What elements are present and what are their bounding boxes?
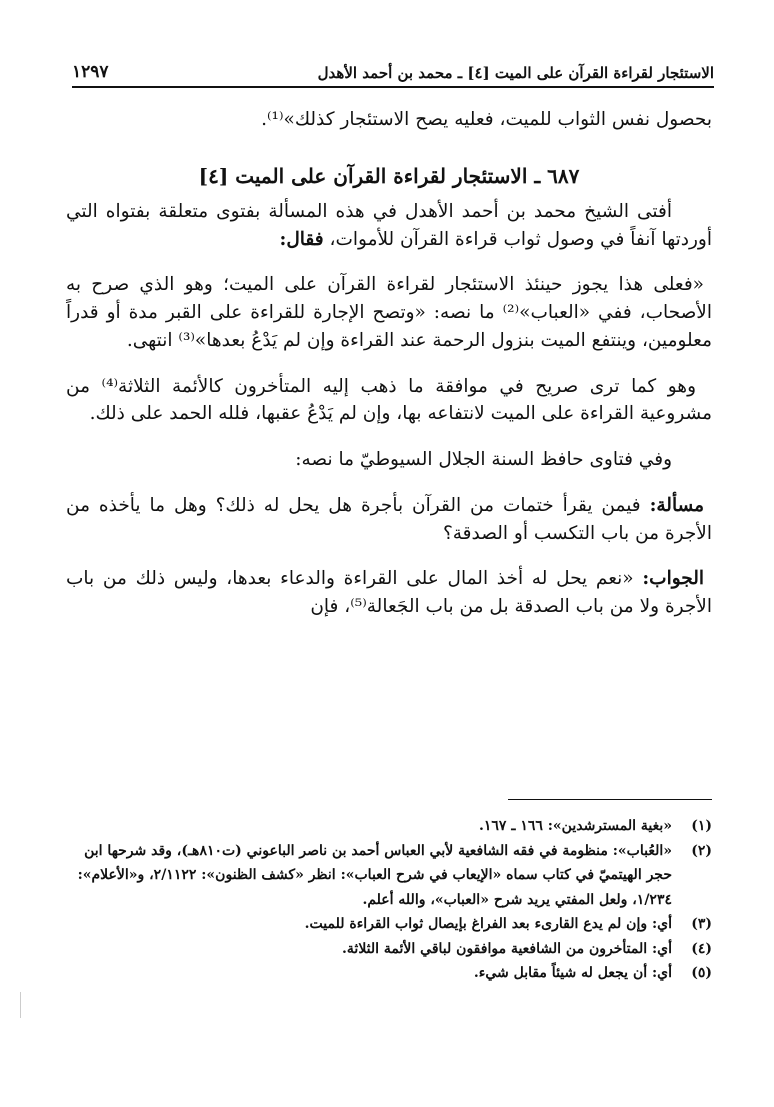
footnote-separator [508, 799, 712, 800]
header-rule [72, 86, 714, 88]
intro-bold-word: فقال: [279, 228, 324, 250]
footnote-text: «العُباب»: منظومة في فقه الشافعية لأبي العباس أحمد بن ناصر الباعوني (ت٨١٠هـ)، وقد شرحها ابن حجر الهيتميّ في كتاب سماه «الإيعاب في شرح العباب»: انظر «كشف الظنون»: ٢/١١٢٢، و«الأعلام»: ١/٢٣٤، ولعل المفتي يريد شرح «العباب»، والله أعلم. [77, 842, 672, 908]
footnote-text: أي: وإن لم يدع القارىء بعد الفراغ بإيصال ثواب القراءة للميت. [304, 916, 672, 932]
paragraph-intro [66, 198, 712, 254]
page-number: ١٢٩٧ [72, 62, 109, 82]
scan-margin-mark [20, 992, 21, 1018]
footnote-item [66, 839, 712, 913]
footnote-item [66, 912, 712, 937]
paragraph-commentary: وهو كما ترى صريح في موافقة ما ذهب إليه المتأخرون كالأئمة الثلاثة⁽⁴⁾ من مشروعية القراءة على الميت لانتفاعه بها، وإن لم يَدْعُ عقبها، فلله الحمد على ذلك. [66, 375, 712, 425]
footnote-text: أي: أن يجعل له شيئاً مقابل شيء. [473, 965, 672, 981]
answer-text: «نعم يحل له أخذ المال على القراءة والدعاء بعدها، وليس ذلك من باب الأجرة ولا من باب الصدقة بل من باب الجَعالة⁽⁵⁾، فإن [66, 568, 712, 617]
header-title: الاستئجار لقراءة القرآن على الميت [٤] ـ محمد بن أحمد الأهدل [317, 64, 714, 82]
paragraph-suyuti-intro: وفي فتاوى حافظ السنة الجلال السيوطيّ ما نصه: [295, 449, 672, 470]
footnote-number: (١) [691, 818, 712, 834]
intro-text: أفتى الشيخ محمد بن أحمد الأهدل في هذه المسألة بفتوى متعلقة بفتواه التي أوردتها آنفاً في وصول ثواب قراءة القرآن للأموات، [66, 200, 712, 250]
paragraph-fatwa-quote: «فعلى هذا يجوز حينئذ الاستئجار لقراءة القرآن على الميت؛ وهو الذي صرح به الأصحاب، ففي «العباب»⁽²⁾ ما نصه: «وتصح الإجارة للقراءة على القبر مدة أو قدراً معلومين، وينتفع الميت بنزول الرحمة عند القراءة وإن لم يَدْعُ بعدها»⁽³⁾ انتهى. [66, 274, 712, 351]
footnote-item [66, 937, 712, 962]
paragraph-question [66, 492, 712, 548]
section-title: ٦٨٧ ـ الاستئجار لقراءة القرآن على الميت [٤] [198, 163, 580, 188]
main-text [66, 100, 712, 621]
footnote-item [66, 961, 712, 986]
footnote-number: (٤) [691, 940, 712, 957]
answer-label: الجواب: [642, 568, 704, 590]
footnote-text: أي: المتأخرون من الشافعية موافقون لباقي الأئمة الثلاثة. [342, 940, 672, 957]
footnote-text: «بغية المسترشدين»: ١٦٦ ـ ١٦٧. [479, 818, 672, 834]
question-text: فيمن يقرأ ختمات من القرآن بأجرة هل يحل له ذلك؟ وهل ما يأخذه من الأجرة من باب التكسب أو الصدقة؟ [66, 494, 712, 544]
question-label: مسألة: [649, 494, 704, 516]
footnote-number: (٣) [691, 916, 712, 932]
running-header [72, 52, 714, 82]
footnote-number: (٢) [691, 842, 712, 859]
paragraph-continuation: بحصول نفس الثواب للميت، فعليه يصح الاستئجار كذلك»⁽¹⁾. [261, 109, 712, 130]
paragraph-answer [66, 565, 712, 621]
footnote-number: (٥) [691, 965, 712, 981]
footnote-item [66, 814, 712, 839]
footnotes [66, 814, 712, 986]
